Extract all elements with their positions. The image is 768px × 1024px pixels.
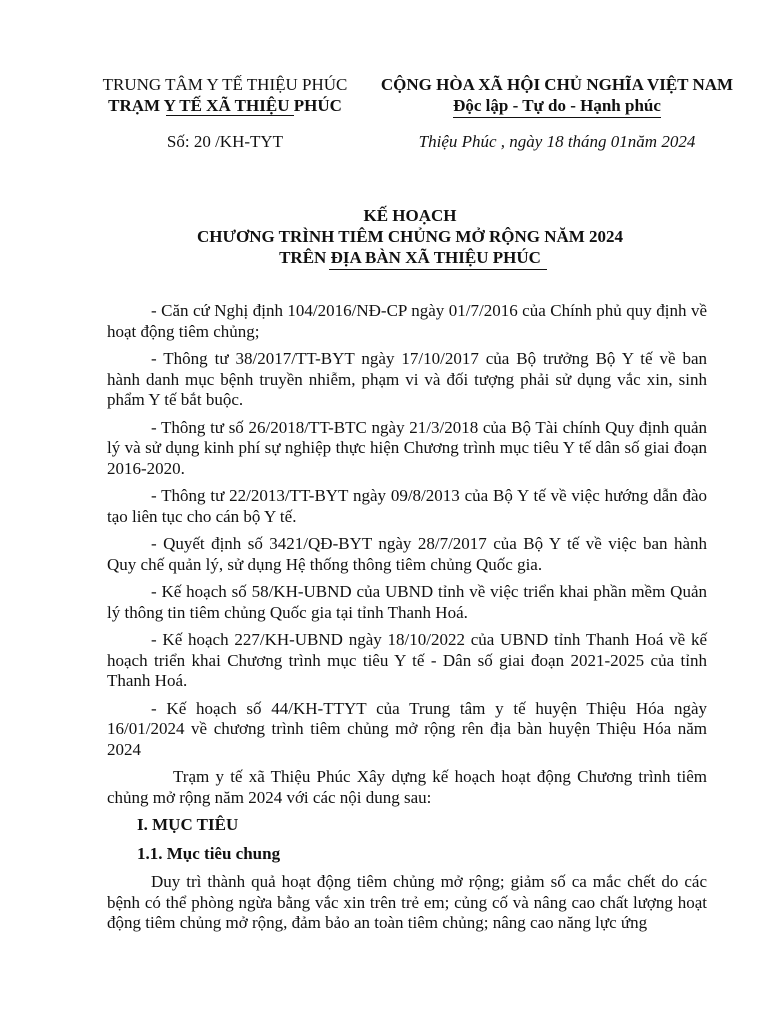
issuing-agency-block <box>80 74 370 116</box>
document-date: Thiệu Phúc , ngày 18 tháng 01năm 2024 <box>418 132 696 151</box>
document-body <box>107 301 707 941</box>
legal-basis-paragraph: - Thông tư 38/2017/TT-BYT ngày 17/10/2017 của Bộ trưởng Bộ Y tế về ban hành danh mục bệnh truyền nhiễm, phạm vi và đối tượng phải sử dụng vắc xin, sinh phẩm Y tế bắt buộc. <box>107 349 707 409</box>
intro-paragraph: Trạm y tế xã Thiệu Phúc Xây dựng kế hoạch hoạt động Chương trình tiêm chủng mở rộng năm 2024 với các nội dung sau: <box>107 767 707 807</box>
title-line-1: KẾ HOẠCH <box>363 206 457 225</box>
legal-basis-paragraph: - Thông tư số 26/2018/TT-BTC ngày 21/3/2018 của Bộ Tài chính Quy định quản lý và sử dụng kinh phí sự nghiệp thực hiện Chương trình mục tiêu Y tế dân số giai đoạn 2016-2020. <box>107 417 707 478</box>
national-motto: Độc lập - Tự do - Hạnh phúc <box>453 95 661 118</box>
national-title-block <box>368 74 746 118</box>
title-line-2: CHƯƠNG TRÌNH TIÊM CHỦNG MỞ RỘNG NĂM 2024 <box>196 227 624 246</box>
legal-basis-paragraph: - Quyết định số 3421/QĐ-BYT ngày 28/7/2017 của Bộ Y tế về việc ban hành Quy chế quản lý, sử dụng Hệ thống thông tiêm chủng Quốc gia. <box>107 534 707 574</box>
body-paragraph: Duy trì thành quả hoạt động tiêm chủng mở rộng; giảm số ca mắc chết do các bệnh có thể phòng ngừa bằng vắc xin trên trẻ em; củng cố và nâng cao chất lượng hoạt động tiêm chủng mở rộng, đảm bảo an toàn tiêm chủng; nâng cao năng lực ứng <box>107 872 707 932</box>
section-heading: I. MỤC TIÊU <box>137 815 239 834</box>
title-line-3: TRÊN ĐỊA BÀN XÃ THIỆU PHÚC <box>279 247 541 268</box>
legal-basis-paragraph: - Kế hoạch số 58/KH-UBND của UBND tỉnh về việc triển khai phần mềm Quản lý thông tin tiêm chủng Quốc gia tại tỉnh Thanh Hoá. <box>107 582 707 622</box>
subsection-heading: 1.1. Mục tiêu chung <box>137 843 281 863</box>
legal-basis-paragraph: - Kế hoạch số 44/KH-TTYT của Trung tâm y tế huyện Thiệu Hóa ngày 16/01/2024 về chương trình tiêm chủng mở rộng rên địa bàn huyện Thiệu Hóa năm 2024 <box>107 698 707 759</box>
agency-name: TRẠM Y TẾ XÃ THIỆU PHÚC <box>108 96 342 115</box>
legal-basis-paragraph: - Thông tư 22/2013/TT-BYT ngày 09/8/2013 của Bộ Y tế về việc hướng dẫn đào tạo liên tục cho cán bộ Y tế. <box>107 486 707 526</box>
legal-basis-paragraph: - Kế hoạch 227/KH-UBND ngày 18/10/2022 của UBND tỉnh Thanh Hoá về kế hoạch triển khai Chương trình mục tiêu Y tế - Dân số giai đoạn 2021-2025 của tỉnh Thanh Hoá. <box>107 630 707 690</box>
national-title: CỘNG HÒA XÃ HỘI CHỦ NGHĨA VIỆT NAM <box>380 75 734 94</box>
agency-underline <box>166 115 294 116</box>
document-number: Số: 20 /KH-TYT <box>166 132 284 151</box>
legal-basis-paragraph: - Căn cứ Nghị định 104/2016/NĐ-CP ngày 01/7/2016 của Chính phủ quy định về hoạt động tiêm chủng; <box>107 301 707 341</box>
title-underline <box>329 269 547 270</box>
parent-agency-name: TRUNG TÂM Y TẾ THIỆU PHÚC <box>102 75 348 94</box>
document-title <box>60 205 760 268</box>
